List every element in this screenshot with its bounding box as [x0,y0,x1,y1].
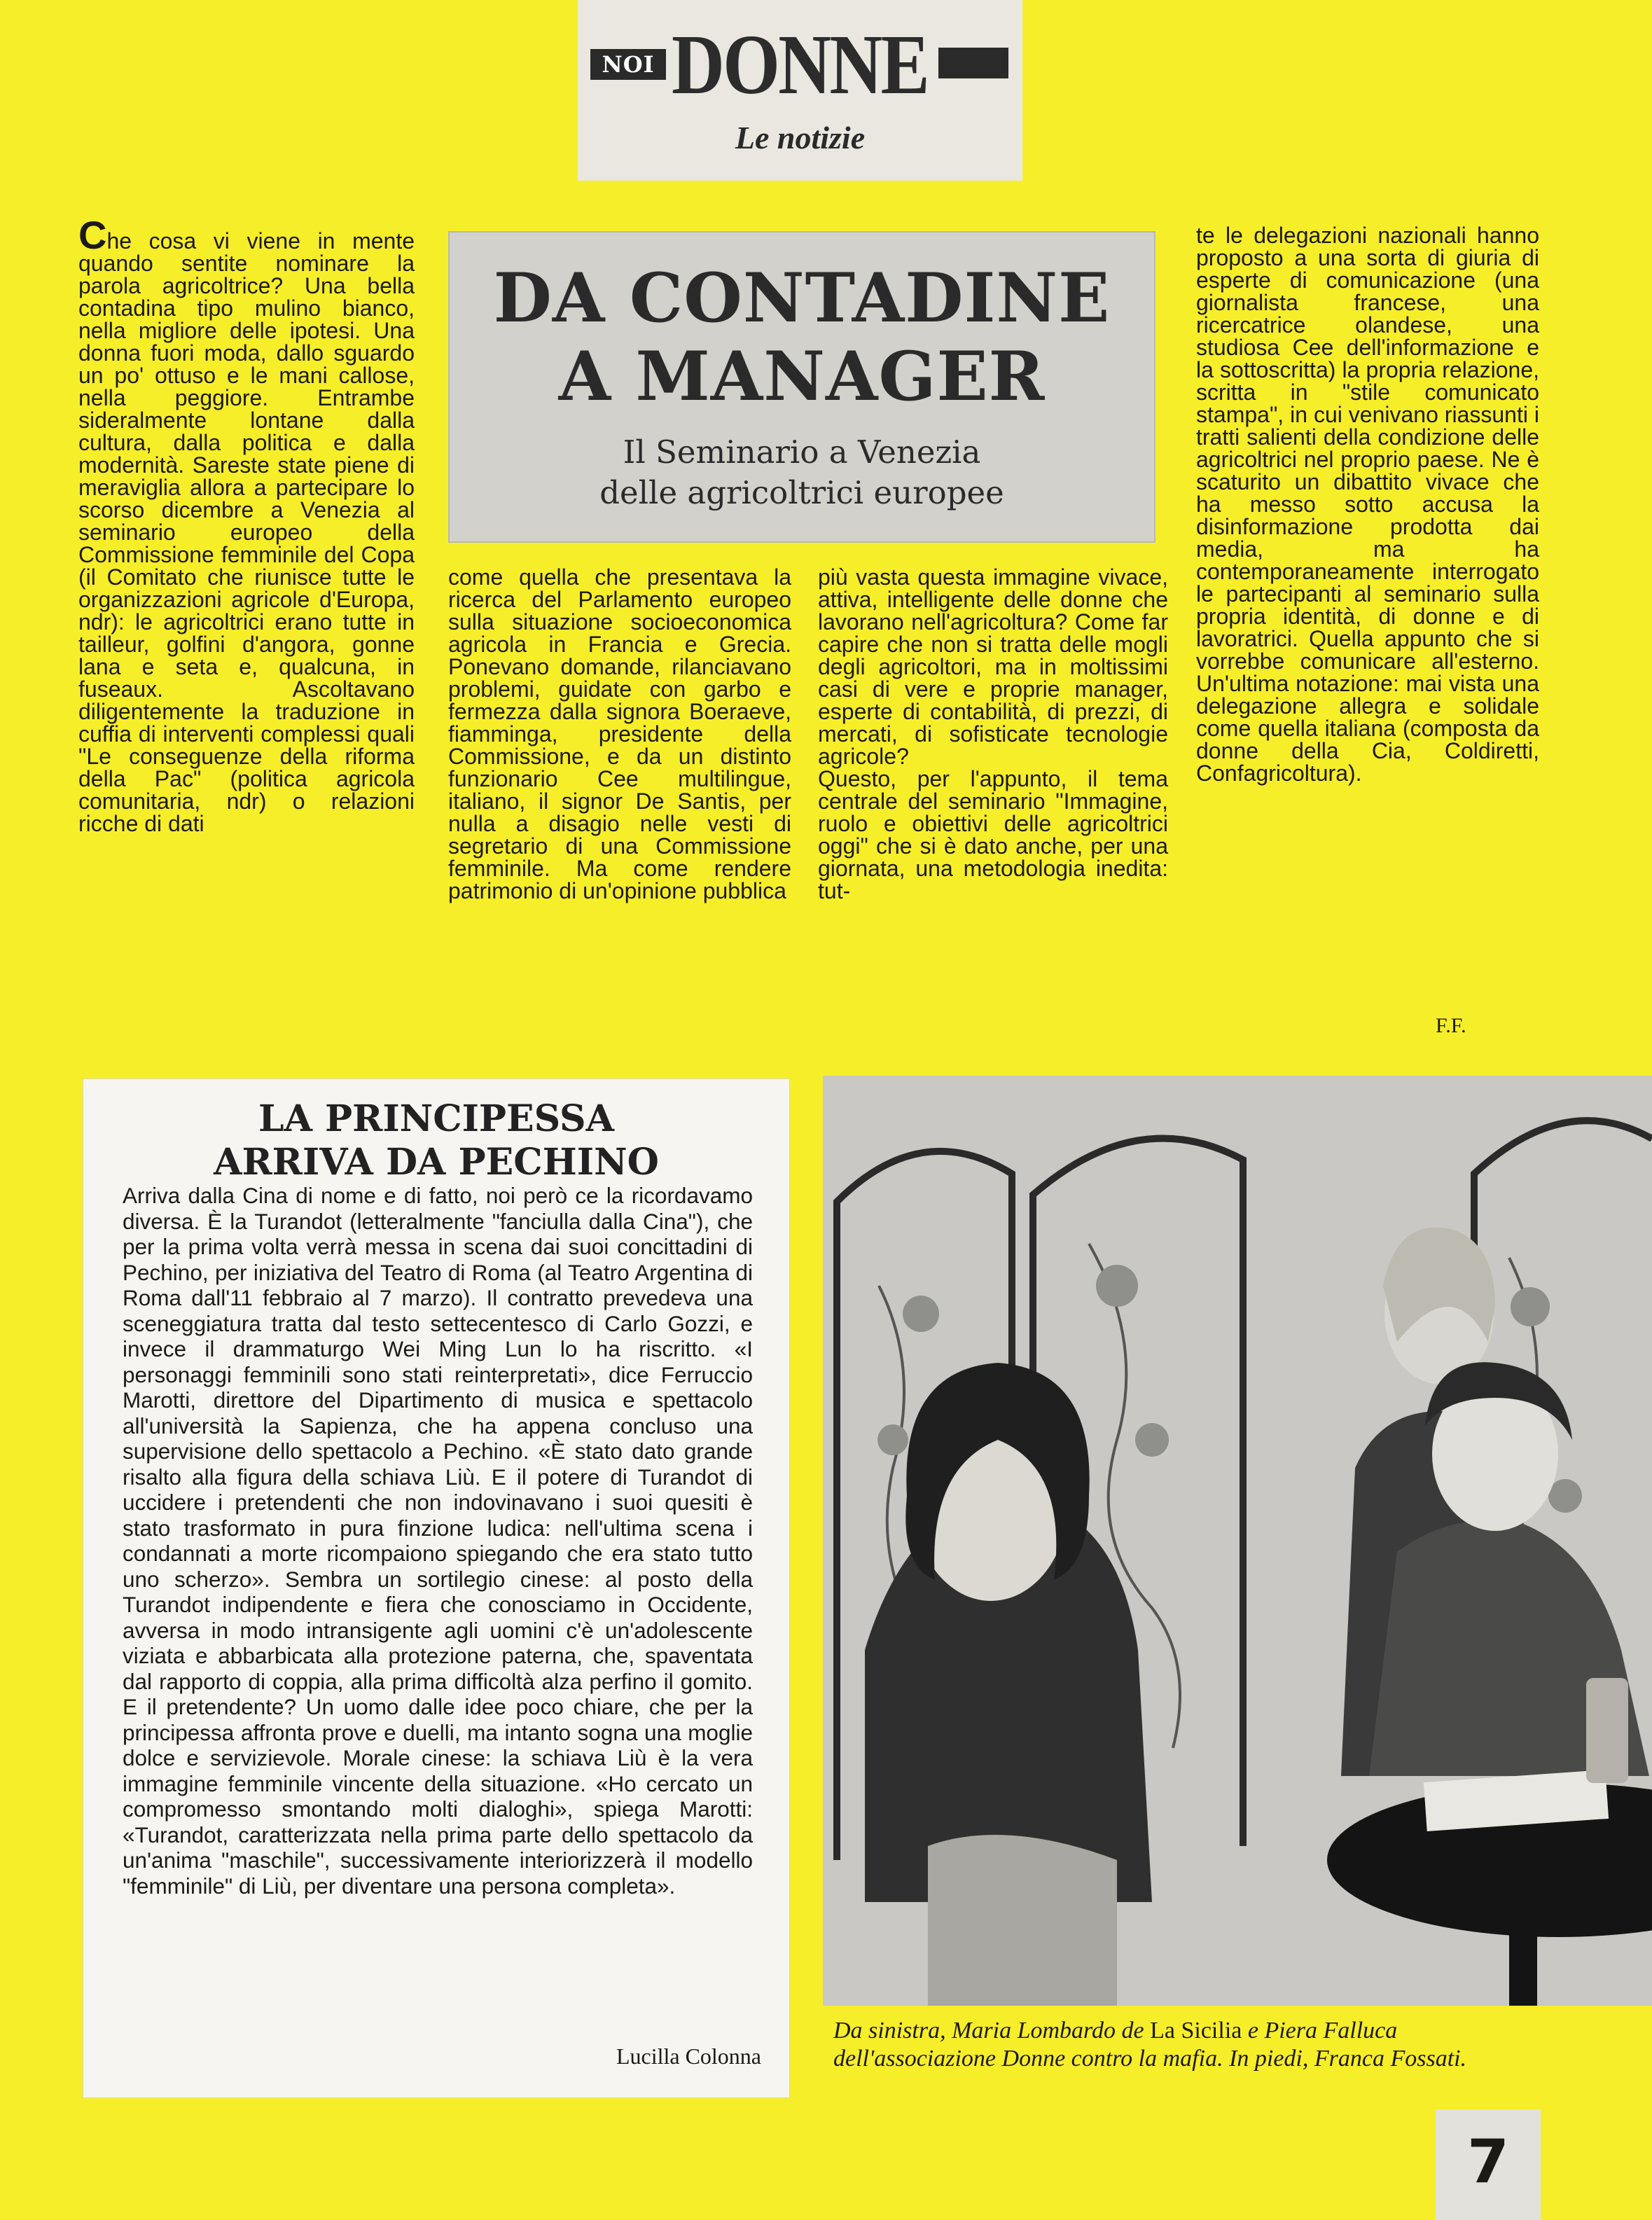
sidebar-title-line-1: LA PRINCIPESSA [258,1097,614,1140]
article-column-1 [78,213,415,836]
masthead [578,0,1022,181]
article-title-line-1: DA CONTADINE [493,258,1111,338]
caption-part-3: e Piera Falluca dell'associazione Donne contro la mafia. In piedi, Franca Fossati. [833,2018,1467,2072]
caption-part-1: Da sinistra, Maria Lombardo de [833,2018,1151,2044]
page-number: 7 [1436,2109,1541,2220]
masthead-rule [938,48,1008,78]
headline-box [448,231,1155,543]
masthead-donne: DONNE [672,18,929,112]
sidebar-body: Arriva dalla Cina di nome e di fatto, noi però ce la ricordavamo diversa. È la Turandot (letteralmente "fanciulla dalla Cina"), che per la prima volta verrà messa in scena dai suoi concittadini di Pechino, per iniziativa del Teatro di Roma (al Teatro Argentina di Roma dall'11 febbraio al 7 marzo). Il contratto prevedeva una sceneggiatura tratta dal testo settecentesco di Carlo Gozzi, e invece il drammaturgo Wei Ming Lun lo ha riscritto. «I personaggi femminili sono stati reinterpretati», dice Ferruccio Marotti, direttore del Dipartimento di musica e spettacolo all'università la Sapienza, che ha appena concluso una supervisione dello spettacolo a Pechino. «È stato dato grande risalto alla figura della schiava Liù. E il potere di Turandot di uccidere i pretendenti che non indovinavano i suoi quesiti è stato trasformato in pura finzione ludica: nell'ultima scena i condannati a morte ricompaiono spiegando che era stato tutto uno scherzo». Sembra un sortilegio cinese: al posto della Turandot indipendente e fiera che conosciamo in Occidente, avversa in modo intransigente agli uomini c'è un'adolescente viziata e abbarbicata alla protezione paterna, che, spaventata dal rapporto di coppia, alla prima difficoltà alza perfino il gomito. E il pretendente? Un uomo dalle idee poco chiare, che per la principessa affronta prove e duelli, ma intanto sogna una moglie dolce e servizievole. Morale cinese: la schiava Liù è la vera immagine femminile vincente della situazione. «Ho cercato un compromesso smontando molti dialoghi», spiega Marotti: «Turandot, caratterizzata nella prima parte dello spettacolo da un'anima "maschile", successivamente interiorizzerà il modello "femminile" di Liù, per diventare una persona completa». [123,1183,753,1899]
article-subtitle-line-2: delle agricoltrici europee [599,474,1004,511]
photo-illustration [823,1076,1652,2006]
sidebar-author: Lucilla Colonna [616,2044,761,2069]
masthead-noi: NOI [590,49,666,80]
article-text-4: te le delegazioni nazionali hanno proposto a una sorta di giuria di esperte di comunicazione (una giornalista francese, una ricercatrice olandese, una studiosa Cee dell'informazione e la sottoscritta) la propria relazione, scritta in "stile comunicato stampa", in cui venivano riassunti i tratti salienti della condizione delle agricoltrici nel proprio paese. Ne è scaturito un dibattito vivace che ha messo sotto accusa la disinformazione prodotta dai media, ma ha contemporaneamente interrogato le partecipanti al seminario sulla propria identità, di donne e di lavoratrici. Quella appunto che si vorrebbe comunicare all'esterno. Un'ultima notazione: mai vista una delegazione allegra e solidale come quella italiana (composta da donne della Cia, Coldiretti, Confagricoltura). [1196,223,1539,786]
article-title-line-2: A MANAGER [558,337,1046,416]
photo [823,1076,1652,2006]
sidebar-title-line-2: ARRIVA DA PECHINO [214,1141,659,1184]
article-text-2: come quella che presentava la ricerca del Parlamento europeo sulla situazione socioeconomica agricola in Francia e Grecia. Ponevano domande, rilanciavano problemi, guidate con garbo e fermezza dalla signora Boeraeve, fiamminga, presidente della Commissione, e da un distinto funzionario Cee multilingue, italiano, il signor De Santis, per nulla a disagio nelle vesti di segretario di una Commissione femminile. Ma come rendere patrimonio di un'opinione pubblica [448,564,791,903]
photo-caption [833,2017,1548,2073]
sidebar-box [83,1078,790,2098]
caption-part-2: La Sicilia [1150,2018,1242,2044]
article-subtitle [450,432,1154,513]
section-label: Le notizie [735,120,866,155]
sidebar-title [83,1097,789,1184]
article-text-3b: Questo, per l'appunto, il tema centrale del seminario "Immagine, ruolo e obiettivi delle agricoltrici oggi" che si è dato anche, per una giornata, una metodologia inedita: tut- [818,766,1168,903]
article-title [450,259,1154,416]
drop-cap: C [78,213,107,257]
article-signature: F.F. [1436,1014,1466,1037]
article-column-4 [1196,224,1539,784]
article-subtitle-line-1: Il Seminario a Venezia [623,433,981,471]
article-text-3a: più vasta questa immagine vivace, attiva, intelligente delle donne che lavorano nell'agricoltura? Come far capire che non si tratta delle mogli degli agricoltori, ma in moltissimi casi di vere e proprie manager, esperte di contabilità, di prezzi, di mercati, di sofisticate tecnologie agricole? [818,564,1168,769]
article-column-2 [448,566,791,902]
article-column-3 [818,566,1168,902]
article-text-1: he cosa vi viene in mente quando sentite nominare la parola agricoltrice? Una bella contadina tipo mulino bianco, nella migliore delle ipotesi. Una donna fuori moda, dallo sguardo un po' ottuso e le mani callose, nella peggiore. Entrambe sideralmente lontane dalla cultura, dalla politica e dalla modernità. Sareste state piene di meraviglia allora a partecipare lo scorso dicembre a Venezia al seminario europeo della Commissione femminile del Copa (il Comitato che riunisce tutte le organizzazioni agricole d'Europa, ndr): le agricoltrici erano tutte in tailleur, golfini d'angora, gonne lana e seta e, qualcuna, in fuseaux. Ascoltavano diligentemente la traduzione in cuffia di interventi complessi quali "Le conseguenze della riforma della Pac" (politica agricola comunitaria, ndr) o relazioni ricche di dati [78,228,415,836]
